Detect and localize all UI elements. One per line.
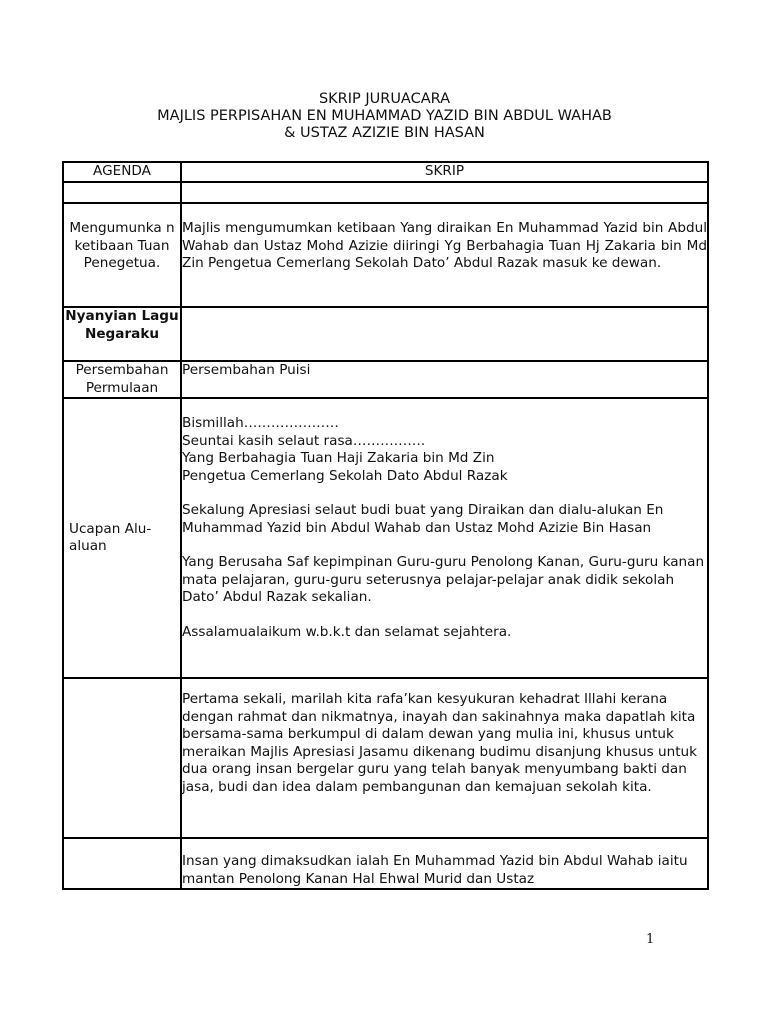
table-header-row: [63, 162, 708, 182]
greeting-line: Bismillah…………………: [182, 415, 339, 431]
table-row-ucapan: [63, 398, 708, 678]
skrip-cell: [181, 182, 708, 203]
table-row-insan: [63, 838, 708, 889]
agenda-cell: [63, 182, 181, 203]
agenda-cell: Persembahan Permulaan: [63, 361, 181, 398]
agenda-cell: Mengumunka n ketibaan Tuan Penegetua.: [63, 203, 181, 307]
skrip-cell: [181, 307, 708, 361]
agenda-cell: [63, 678, 181, 838]
title-line-1: SKRIP JURUACARA: [318, 91, 451, 107]
header-agenda: AGENDA: [63, 162, 181, 182]
table-row-ketibaan: [63, 203, 708, 307]
greeting-line: Yang Berbahagia Tuan Haji Zakaria bin Md Zin: [182, 450, 495, 466]
skrip-cell: Pertama sekali, marilah kita rafa’kan kesyukuran kehadrat Illahi kerana dengan rahmat dan nikmatnya, inayah dan sakinahnya maka dapatlah kita bersama-sama berkumpul di dalam dewan yang mulia ini, khusus untuk meraikan Majlis Apresiasi Jasamu dikenang budimu disanjung khusus untuk dua orang insan bergelar guru yang telah banyak menyumbang bakti dan jasa, budi dan idea dalam pembangunan dan kemajuan sekolah kita.: [181, 678, 708, 838]
agenda-cell: Ucapan Alu-aluan: [63, 398, 181, 678]
agenda-cell: [63, 838, 181, 889]
salam-paragraph: Assalamualaikum w.b.k.t dan selamat sejahtera.: [182, 623, 512, 640]
saf-paragraph: Yang Berusaha Saf kepimpinan Guru-guru Penolong Kanan, Guru-guru kanan mata pelajaran, guru-guru seterusnya pelajar-pelajar anak didik sekolah Dato’ Abdul Razak sekalian.: [182, 554, 705, 605]
skrip-cell: Majlis mengumumkan ketibaan Yang diraikan En Muhammad Yazid bin Abdul Wahab dan Ustaz Mohd Azizie diiringi Yg Berbahagia Tuan Hj Zakaria bin Md Zin Pengetua Cemerlang Sekolah Dato’ Abdul Razak masuk ke dewan.: [181, 203, 708, 307]
title-line-2: MAJLIS PERPISAHAN EN MUHAMMAD YAZID BIN ABDUL WAHAB: [157, 108, 612, 124]
title-line-3: & USTAZ AZIZIE BIN HASAN: [284, 125, 485, 141]
greeting-block: [182, 415, 707, 485]
greeting-line: Pengetua Cemerlang Sekolah Dato Abdul Razak: [182, 467, 508, 484]
table-row-persembahan: [63, 361, 708, 398]
skrip-cell: Insan yang dimaksudkan ialah En Muhammad Yazid bin Abdul Wahab iaitu mantan Penolong Kanan Hal Ehwal Murid dan Ustaz: [181, 838, 708, 889]
page-number: 1: [646, 932, 655, 947]
table-row-empty: [63, 182, 708, 203]
agenda-cell: Nyanyian Lagu Negaraku: [63, 307, 181, 361]
document-title: [62, 91, 707, 142]
table-row-kesyukuran: [63, 678, 708, 838]
greeting-line: Seuntai kasih selaut rasa…………….: [182, 432, 426, 449]
header-skrip: SKRIP: [181, 162, 708, 182]
script-table: [62, 161, 709, 890]
table-row-negaraku: [63, 307, 708, 361]
apresiasi-paragraph: Sekalung Apresiasi selaut budi buat yang Diraikan dan dialu-alukan En Muhammad Yazid bin Abdul Wahab dan Ustaz Mohd Azizie Bin Hasan: [182, 502, 664, 536]
skrip-cell: Persembahan Puisi: [181, 361, 708, 398]
skrip-cell: [181, 398, 708, 678]
